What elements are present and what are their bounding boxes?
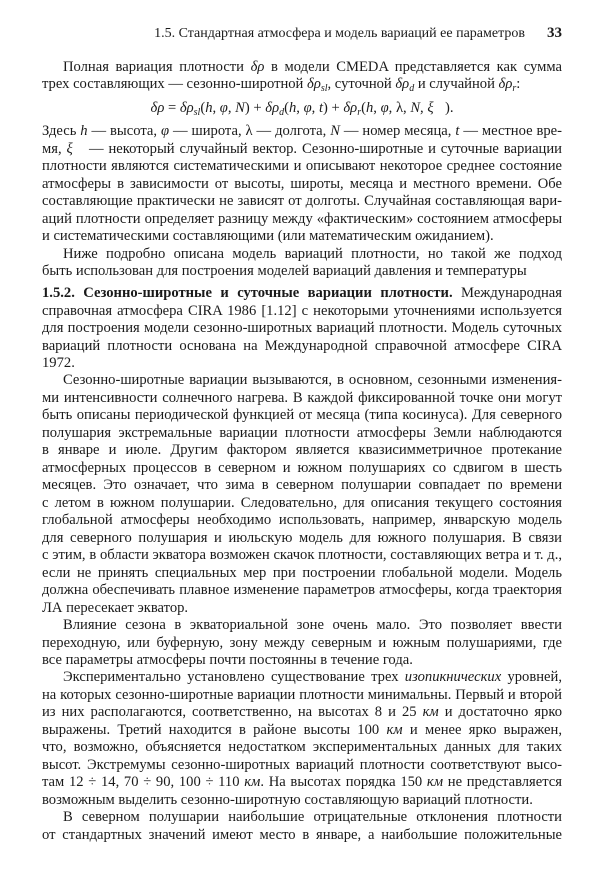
italic-run: h (205, 100, 213, 117)
text-run: Здесь (42, 123, 81, 140)
text-line (42, 739, 562, 756)
italic-run: h (365, 100, 374, 117)
subscript: d (409, 83, 415, 94)
text-line (42, 59, 562, 76)
text-line (42, 704, 562, 721)
text-line (42, 722, 562, 739)
italic-run: δρ (307, 76, 321, 93)
paragraph (42, 246, 562, 281)
paragraph (42, 123, 562, 245)
italic-run: δρ (343, 100, 358, 117)
text-run: в модели CMEDA представляется как сумма (264, 59, 562, 75)
text-run: быть использован для построения моделей вариаций давления и температуры (42, 263, 527, 280)
body-text (42, 59, 562, 844)
italic-run: δρ (179, 100, 194, 117)
text-line (42, 460, 562, 477)
italic-run: км (244, 774, 261, 791)
text-run: , (227, 100, 236, 117)
italic-run: φ (219, 100, 228, 117)
text-run: Влияние сезона в экваториальной зоне очень мало. Это позволяет ввести (63, 617, 562, 634)
paragraph (42, 809, 562, 844)
text-line (42, 669, 562, 686)
italic-run: φ (380, 100, 389, 117)
italic-run: h (288, 100, 297, 117)
italic-run: ξ⃗ (66, 140, 85, 157)
text-line (42, 285, 562, 302)
text-line (42, 228, 562, 245)
text-run: выражены. Третий находится в районе высоты 100 (42, 721, 387, 738)
text-run: на которых сезонно-широтные вариации плотности минимальны. Первый и второй (42, 686, 562, 703)
text-line (42, 635, 562, 652)
text-line (42, 193, 562, 210)
text-line (42, 652, 562, 669)
text-line (42, 141, 562, 158)
italic-run: изопикнических (404, 669, 502, 686)
text-run: — некоторый случайный вектор. Сезонно-широтные и суточные вариации (84, 140, 562, 157)
text-run: там 12 ÷ 14, 70 ÷ 90, 100 ÷ 110 (42, 774, 245, 791)
text-run: не представляется (443, 774, 562, 791)
text-run: Международная (452, 285, 562, 302)
text-run: составляющие практически не зависят от долготы. Случайная составляющая вари- (42, 193, 562, 210)
text-line (42, 774, 562, 791)
text-line (42, 303, 562, 320)
text-run: высот. Экстремумы сезонно-широтных вариаций плотности соответствуют высо- (42, 756, 562, 773)
text-line (42, 263, 562, 280)
italic-run: N (330, 123, 340, 140)
text-run: ми интенсивности солнечного нагрева. В каждой фиксированной точке они могут (42, 389, 562, 406)
text-run: , (212, 100, 220, 117)
text-run: Полная вариация плотности (63, 59, 251, 75)
text-run: что, возможно, объясняется недостатком экспериментальных данных для таких (42, 739, 562, 756)
text-run: глобальной атмосферы необходимо использовать, например, январскую модель (42, 512, 562, 529)
italic-run: δρ (150, 100, 165, 117)
text-line (42, 477, 562, 494)
text-run: ( (284, 100, 289, 117)
italic-run: N (410, 100, 421, 117)
italic-run: ξ⃗ (427, 100, 445, 117)
text-run: — номер месяца, (339, 123, 456, 140)
text-line (42, 407, 562, 424)
text-run: = (164, 100, 180, 117)
text-line (42, 547, 562, 564)
text-run: : (516, 76, 521, 93)
formula (42, 100, 562, 117)
text-run: быть описаны периодической функцией от месяца (типа косинуса). Для северного (42, 407, 562, 424)
text-run: в январе и июле. Другим фактором является квазисимметричное протекание (42, 442, 562, 459)
text-run: и систематическими составляющими (или математическим ожиданием). (42, 228, 494, 245)
text-run: ) + (244, 100, 266, 117)
text-run: плотности являются систематическими и описывают некоторое среднее состояние (42, 158, 562, 175)
text-line (42, 617, 562, 634)
text-line (42, 442, 562, 459)
text-run: Экспериментально установлено существование трех (63, 669, 405, 686)
text-run: с этим, в области экватора возможен скачок плотности, составляющих ветра и т. д., (42, 547, 562, 564)
text-run: и достаточно ярко (438, 704, 562, 721)
text-line (42, 425, 562, 442)
text-run: из них располагаются, соответственно, на высотах 8 и 25 (42, 704, 423, 721)
text-run: , (420, 100, 428, 117)
text-line (42, 827, 562, 844)
text-run: ( (361, 100, 366, 117)
text-run: — широта, λ — долгота, (169, 123, 331, 140)
text-line (42, 687, 562, 704)
italic-run: φ (303, 100, 312, 117)
text-run: Ниже подробно описана модель вариаций плотности, но такой же подход (63, 245, 562, 262)
text-run: для северного полушария и июльскую модель для южного полушария. В связи (42, 529, 562, 546)
text-run: — высота, (87, 123, 161, 140)
text-run: справочная атмосфера CIRA 1986 [1.12] с некоторыми уточнениями используется (42, 302, 562, 319)
text-line (42, 176, 562, 193)
text-run: 1972. (42, 355, 75, 371)
section-heading: 1.5.2. Сезонно-широтные и суточные вариации плотности. (42, 285, 453, 302)
italic-run: км (422, 704, 439, 721)
text-line (42, 495, 562, 512)
page-number: 33 (547, 25, 562, 41)
italic-run: N (235, 100, 245, 117)
text-run: полушария экстремальные вариации плотности атмосферы Земли наблюдаются (42, 424, 562, 441)
text-run: должна обеспечивать плавное изменение параметров атмосферы, когда траектория (42, 582, 562, 599)
text-line (42, 809, 562, 826)
paragraph (42, 669, 562, 809)
paragraph (42, 372, 562, 617)
italic-run: δρ (498, 76, 513, 93)
text-run: месяцев. Это означает, что зима в северном полушарии совпадает по времени (42, 477, 562, 494)
text-line (42, 792, 562, 809)
text-line (42, 100, 562, 117)
text-run: ). (444, 100, 454, 117)
text-run: аций плотности определяет разницу между «фактическим» состоянием атмосферы (42, 210, 562, 227)
italic-run: h (80, 123, 88, 140)
text-line (42, 211, 562, 228)
text-run: ) + (323, 100, 344, 117)
subscript: d (279, 107, 285, 118)
text-run: Сезонно-широтные вариации вызываются, в основном, сезонными изменения- (63, 372, 562, 389)
italic-run: км (386, 721, 403, 738)
italic-run: t (455, 123, 460, 140)
paragraph (42, 617, 562, 669)
text-run: . На высотах порядка 150 (260, 774, 427, 791)
text-run: мя, (42, 140, 67, 157)
text-run: трех составляющих — сезонно-широтной (42, 76, 308, 93)
subscript: r (512, 83, 517, 94)
text-line (42, 355, 562, 372)
text-run: , (296, 100, 304, 117)
text-run: уровней, (501, 669, 562, 686)
paragraph (42, 59, 562, 94)
running-head (42, 24, 562, 42)
text-line (42, 600, 562, 617)
italic-run: φ (160, 123, 170, 140)
text-run: для построения модели сезонно-широтных вариаций плотности. Модель суточных (42, 320, 562, 337)
italic-run: δρ (395, 76, 410, 93)
text-line (42, 390, 562, 407)
italic-run: δρ (250, 59, 265, 75)
italic-run: км (426, 774, 444, 791)
text-run: В северном полушарии наибольшие отрицательные отклонения плотности (63, 809, 562, 826)
text-run: все параметры атмосферы почти постоянны в течение года. (42, 651, 413, 668)
running-head-title: 1.5. Стандартная атмосфера и модель вариаций ее параметров (154, 26, 525, 41)
text-run: с летом в южном полушарии. Следовательно, для описания текущего состояния (42, 494, 562, 511)
text-run: и случайной (414, 76, 499, 93)
section-heading-paragraph (42, 285, 562, 372)
text-run: атмосферы в зависимости от высоты, широты, месяца и местного времени. Обе (42, 175, 562, 192)
text-line (42, 320, 562, 337)
text-run: , λ, (388, 100, 411, 117)
subscript: sl (320, 83, 328, 94)
text-run: — местное вре- (459, 123, 562, 140)
text-line (42, 246, 562, 263)
text-line (42, 530, 562, 547)
text-run: возможным выделить сезонно-широтную составляющую вариаций плотности. (42, 791, 533, 808)
italic-run: t (318, 100, 323, 117)
text-line (42, 123, 562, 140)
text-line (42, 76, 562, 93)
subscript: sl (193, 107, 201, 118)
text-line (42, 372, 562, 389)
text-run: , (373, 100, 381, 117)
text-run: переходную, или буферную, зону между северным и южным полушариями, где (42, 634, 562, 651)
text-run: атмосферных процессов в северном и южном полушариях со сдвигом в шесть (42, 459, 562, 476)
text-line (42, 582, 562, 599)
text-run: от стандартных значений имеют место в январе, а наибольшие положительные (42, 826, 562, 843)
italic-run: δρ (265, 100, 280, 117)
subscript: r (357, 107, 362, 118)
text-run: вариаций плотности основана на Международной справочной атмосфере CIRA (42, 337, 562, 354)
text-line (42, 158, 562, 175)
text-line (42, 757, 562, 774)
text-run: , (311, 100, 319, 117)
text-run: и менее ярко выражен, (402, 721, 562, 738)
text-run: если не принять специальных мер при построении глобальной модели. Модель (42, 564, 562, 581)
text-run: ЛА пересекает экватор. (42, 599, 189, 616)
text-run: ( (200, 100, 206, 117)
text-line (42, 565, 562, 582)
text-line (42, 338, 562, 355)
text-line (42, 512, 562, 529)
text-run: , суточной (327, 76, 396, 93)
